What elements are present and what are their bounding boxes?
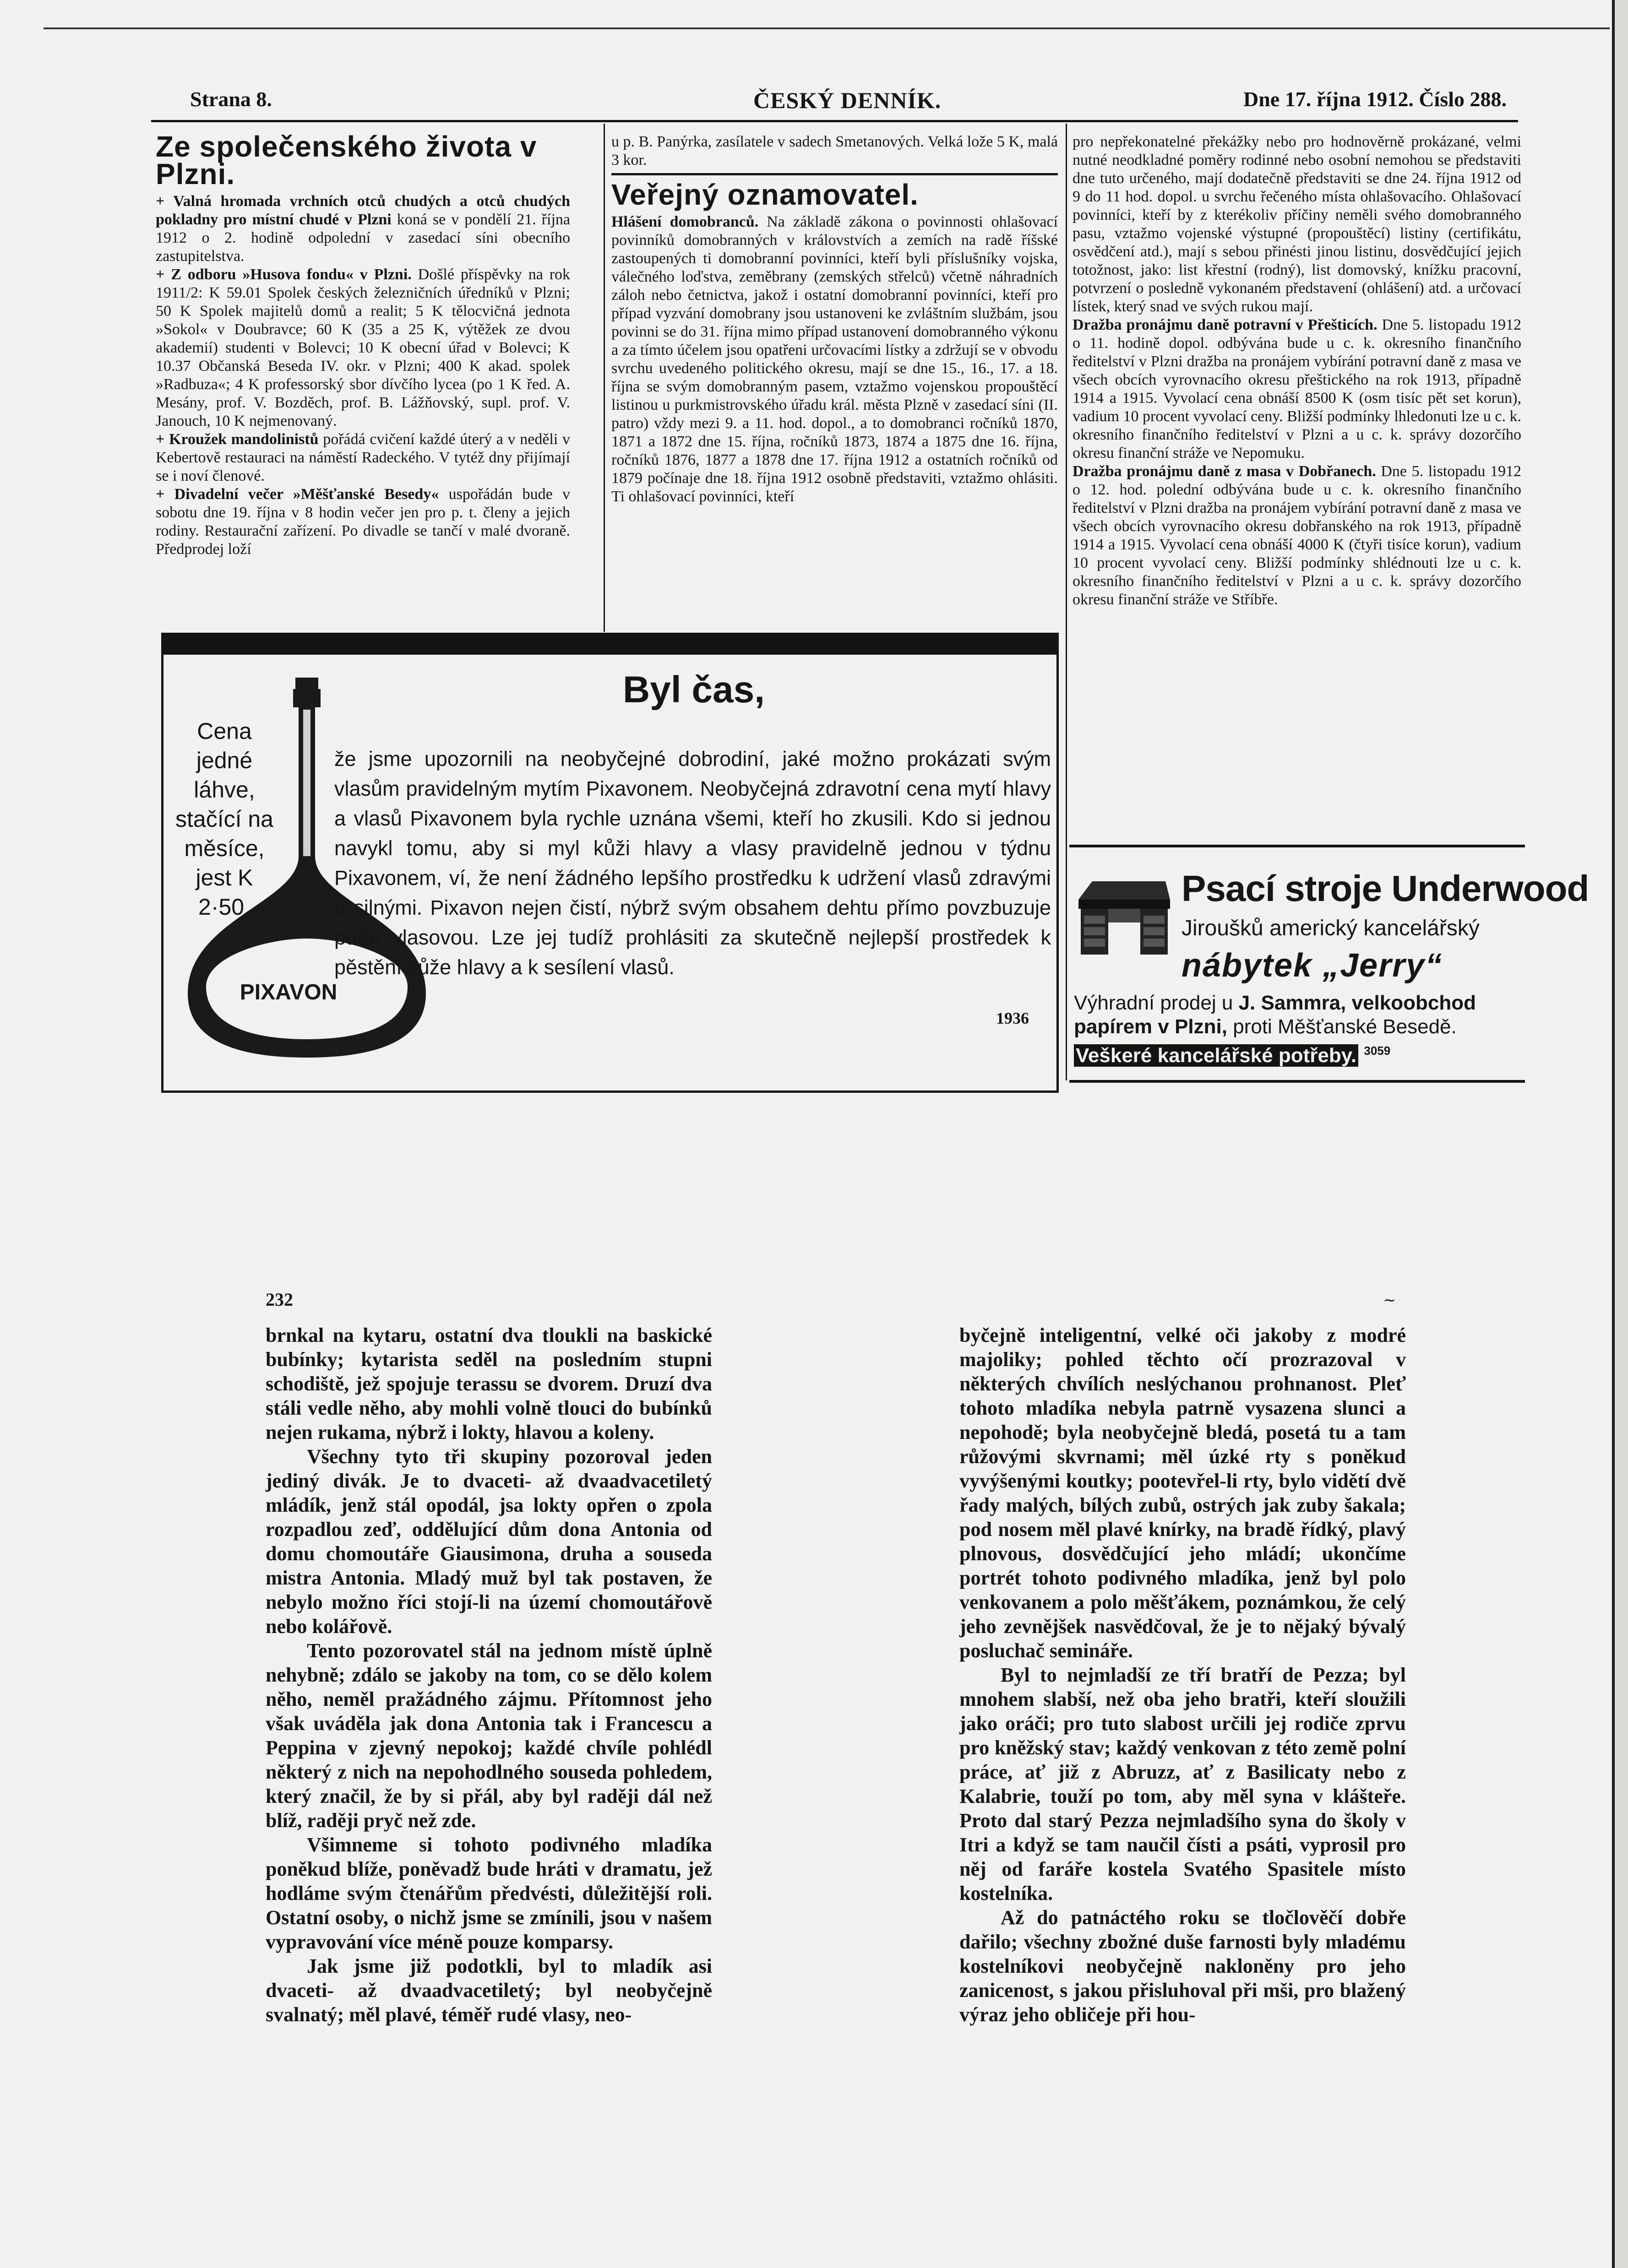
auction-item [1073,316,1521,462]
society-item-title: Z odboru »Husova fondu« v Plzni. [171,266,412,283]
column-society [156,133,570,629]
newspaper-title: ČESKÝ DENNÍK. [753,87,942,113]
auction-intro: pro nepřekonatelné překážky nebo pro hodnověrně prokázané, velmi nutné neodkladné poměry rodinné nebo osobní nemohou se představiti dne tuto určeného, mají dodatečně představiti se dne 24. října 1912 od 9 do 11 hod. dopol. u svrchu řečeného místa ohlašovacího. Ohlašovací povinníci, kteří by z kterékoliv příčiny neměli svého domobranného pasu, vztažmo vojenské výstupné (propouštěcí) listiny (certifikátu, osvědčení atd.), mají s sebou přinésti jinou listinu, dosvědčující jejich totožnost, jako: list křestní (rodný), list domovský, knížku pracovní, potvrzení o posledně vykonaném představení (ohlášení) atd. a určovací lístek, který snad ve svých rukou mají. [1073,133,1521,315]
desk-illustration [1074,872,1175,957]
underwood-ad-number: 3059 [1364,1044,1391,1058]
section-rule [611,173,1058,175]
book-paragraph: Všechny tyto tři skupiny pozoroval jeden jediný divák. Je to dvaceti- až dvaadvacetiletý mládík, jenž stál opodál, jsa lokty opřen o zpola rozpadlou zeď, oddělující dům dona Antonia od domu chomoutáře Giausimona, druha a souseda mistra Antonia. Mladý muž byl tak postaven, že nebylo možno říci stojí-li na území chomoutářově nebo kolářově. [266,1445,712,1638]
column-rule-2 [1066,124,1067,1080]
pixavon-price: Cena jedné láhve, stačící na měsíce, jest K 2·50. [175,718,273,920]
auction-item [1073,462,1521,609]
society-item-body: koná se v pondělí 21. října 1912 o 2. hodině odpolední v zasedací síni obecního zastupitelstva. [156,211,570,265]
society-item: + Z odboru »Husova fondu« v Plzni. Došlé příspěvky na rok 1911/2: K 59.01 Spolek českých železničních úředníků v Plzni; 50 K Spolek majitelů domů a realit; 5 K tělocvičná jednota »Sokol« v Doubravce; 60 K (35 a 25 K, výtěžek ze dvou akademií) studenti v Bolevci; 10 K obecní úřad v Bolevci; K 10.37 Občanská Beseda IV. okr. v Plzni; 400 K akad. spolek »Radbuza«; 4 K professorský sbor dívčího lycea (po 1 K řed. A. Mesány, prof. V. Bozděch, prof. B. Lážňovský, supl. prof. V. Janouch, 10 K nejmenovaný. [156,266,570,429]
book-column-right [959,1323,1406,2111]
society-item-body: pořádá cvičení každé úterý a v neděli v Kebertově restauraci na náměstí Radeckého. V tytéž dny přijímají se i noví členové. [156,431,570,484]
column-auctions [1073,133,1521,840]
book-paragraph: Až do patnáctého roku se tločlověčí dobře dařilo; všechny zbožné duše farnosti byly mladému kostelníkovi neobyčejně nakloněny pro jeho zanicenost, s jakou přisluhoval při mši, pro blažený výraz jeho obličeje při hou- [959,1906,1406,2026]
pixavon-ad-number: 1936 [996,1009,1029,1027]
underwood-supplies: Veškeré kancelářské potřeby. [1074,1044,1358,1067]
auction-item-body: Dne 5. listopadu 1912 o 11. hodině dopol. odbývána bude u c. k. okresního finančního ředitelství v Plzni dražba na pronájem vybírání potravní daně z masa ve všech obcích vyrovnacího okresu přeštického na rok 1913, případně 1914 a 1915. Vyvolací cena obnáší 8500 K (osm tisíc pět set korun), vadium 10 procent vyvolací ceny. Bližší podmínky lhledonuti lze u c. k. okresního finančního ředitelství v Plzni a u c. k. správy dozorčího okresu finanční stráže ve Nepomuku. [1073,316,1521,461]
announcement-headline: Veřejný oznamovatel. [611,178,919,211]
book-column-left [266,1323,712,2111]
society-item-title: Divadelní večer »Měšťanské Besedy« [174,486,439,503]
book-paragraph: Byl to nejmladší ze tří bratří de Pezza; byl mnohem slabší, než oba jeho bratři, kteří sloužili jako oráči; pro tuto slabost určili jej rodiče zprvu pro kněžský stav; každý venkovan z této země polní práce, ať již z Abruzz, ať z Basilicaty nebo z Kalabrie, touží po tom, aby měl syna v klášteře. Proto dal starý Pezza nejmladšího syna do školy v Itri a když se tam naučil čísti a psáti, vyprosil pro něj od faráře kostela Svatého Spasitele místo kostelníka. [959,1664,1406,1904]
auction-item-body: Dne 5. listopadu 1912 o 12. hod. polední odbývána bude u c. k. okresního finančního ředitelství v Plzni dražba na pronájem vybírání potravní daně z masa ve všech obcích vyrovnacího okresu dobřanského na rok 1913, případně 1914 a 1915. Vyvolací cena obnáší 4000 K (čtyři tisíce korun), vadium 10 procent vyvolací ceny. Bližší podmínky shlédnouti lze u c. k. okresního finančního ředitelství v Plzni a u c. k. správy dozorčího okresu finanční stráže ve Stříbře. [1073,463,1521,608]
society-headline: Ze společenského života v Plzni. [156,133,537,190]
book-paragraph: byčejně inteligentní, velké oči jakoby z modré majoliky; pohled těchto očí prozrazoval v některých chvílích neslýchanou prohnanost. Pleť tohoto mladíka nebyla patrně vysazena slunci a nepohodě; byla neobyčejně bledá, posetá tu a tam růžovými skvrnami; měl úzké rty s poněkud vyvýšenými koutky; pootevřel-li rty, bylo vidětí dvě řady malých, bílých zubů, ostrých jak zuby šakala; pod nosem měl plavé knírky, na bradě řídký, plavý plnovous, dosvědčující jeho mládí; ukončíme portrét tohoto podivného mladíka, jenž byl polo venkovanem a polo měšťákem, poznámkou, že celý jeho zevnějšek nasvědčoval, že je to nějaký bývalý posluchač semináře. [959,1324,1406,1662]
underwood-sale-text: Výhradní prodej u [1074,992,1233,1014]
page-mark: ~ [1383,1291,1396,1309]
underwood-furniture: nábytek „Jerry“ [1182,947,1443,984]
column-announcements [611,133,1058,629]
society-item-body: uspořádán bude v sobotu dne 19. října v 8 hodin večer jen pro p. t. členy a jejich rodiny. Restaurační zařízení. Po divadle se tančí v malé dvoraně. Předprodej loží [156,486,570,558]
pixavon-text [334,744,1051,982]
pixavon-title: Byl čas, [623,669,765,711]
advert-top-bar [161,633,1059,655]
page-header [190,87,1507,119]
underwood-location: proti Měšťanské Besedě. [1233,1015,1457,1038]
column-rule-1 [604,124,605,632]
society-item: + Divadelní večer »Měšťanské Besedy« uspořádán bude v sobotu dne 19. října v 8 hodin večer jen pro p. t. členy a jejich rodiny. Restaurační zařízení. Po divadle se tančí v malé dvoraně. Předprodej loží [156,486,570,558]
book-paragraph: Jak jsme již podotkli, byl to mladík asi dvaceti- až dvaadvacetiletý; byl neobyčejně svalnatý; měl plavé, téměř rudé vlasy, neo- [266,1955,712,2026]
scan-top-edge [44,27,1610,29]
society-item-title: Valná hromada vrchních otců chudých a otců chudých pokladny pro místní chudé v Plzni [156,193,570,228]
book-page-number: 232 [266,1289,293,1310]
announcement-item-body: Na základě zákona o povinnosti ohlašovací povinníků domobranných v královstvích a zemích na radě říšské zastoupených ti domobranní povinníci, kteří byli příslušníky vojska, válečného loďstva, zeměbrany (zemských střelců) včetně náhradních záloh nebo četnictva, jakož i ostatní domobranní povinníci, kteří pro případ vyzvání domobrany jsou ustanoveni ke zvláštním službám, jsou povinni se do 31. října mimo případ ustanovení domobranného výkonu a za tímto účelem jsou opatřeni určovacími lístky a zdržují se v obvodu svrchu uvedeného politického okresu, mají se dne 15., 16., 17. a 18. října se svým domobranným pasem, vztažmo vojenskou propouštěcí listinou u purkmistrovského úřadu král. města Plzně v zasedací síni (II. patro) vždy mezi 9. a 11. hod. dopol., a to domobranci ročníků 1870, 1871 a 1872 dne 15. října, ročníků 1873, 1874 a 1875 dne 16. října, ročníků 1876, 1877 a 1878 dne 17. října 1912 a ostatních ročníků od 1879 počínaje dne 18. října 1912 osobně představiti, vztažmo ohlásiti. Ti ohlašovací povinníci, kteří [611,213,1058,505]
society-item: + Valná hromada vrchních otců chudých a otců chudých pokladny pro místní chudé v Plzni koná se v pondělí 21. října 1912 o 2. hodině odpolední v zasedací síni obecního zastupitelstva. [156,193,570,265]
auction-item-title: Dražba pronájmu daně potravní v Přešticích. [1073,316,1378,333]
header-rule [151,120,1518,122]
book-paragraph: Všimneme si tohoto podivného mladíka poněkud blíže, poněvadž bude hráti v dramatu, jež hodláme svým čtenářům předvésti, důležitější roli. Ostatní osoby, o nichž jsme se zmínili, jsou v našem vypravování více méně pouze komparsy. [266,1834,712,1953]
scan-edge [1615,0,1628,2268]
underwood-subtitle: Jiroušků americký kancelářský [1182,916,1480,940]
book-paragraph: Tento pozorovatel stál na jednom místě úplně nehybně; zdálo se jakoby na tom, co se dělo kolem něho, neměl pražádného zájmu. Přítomnost jeho však uváděla jak dona Antonia tak i Francescu a Peppina v zjevný nepokoj; každé chvíle pohlédl některý z nich na nepohodlného souseda pohledem, který značil, že by si přál, aby byl raději dál než blíž, raději pryč než zde. [266,1639,712,1832]
page-label: Strana 8. [190,87,272,111]
auction-item-title: Dražba pronájmu daně z masa v Dobřanech. [1073,463,1376,480]
society-item-body: Došlé příspěvky na rok 1911/2: K 59.01 Spolek českých železničních úředníků v Plzni; 50 K Spolek majitelů domů a realit; 5 K tělocvičná jednota »Sokol« v Doubravce; 60 K (35 a 25 K, výtěžek ze dvou akademií) studenti v Bolevci; 10 K obecní úřad v Bolevci; K 10.37 Občanská Beseda IV. okr. v Plzni; 400 K akad. spolek »Radbuza«; 4 K professorský sbor dívčího lycea (po 1 K řed. A. Mesány, prof. V. Bozděch, prof. B. Lážňovský, supl. prof. V. Janouch, 10 K nejmenovaný. [156,266,570,429]
underwood-shop-name: J. Sammra, velkoobchod papírem v Plzni, [1074,992,1476,1038]
issue-date: Dne 17. října 1912. Číslo 288. [1243,87,1507,111]
society-item: + Kroužek mandolinistů pořádá cvičení každé úterý a v neděli v Kebertově restauraci na náměstí Radeckého. V tytéž dny přijímají se i noví členové. [156,431,570,484]
announcement-item [611,213,1058,506]
bottle-label: PIXAVON [240,980,338,1004]
underwood-details [1074,991,1520,1068]
pixavon-body: že jsme upozornili na neobyčejné dobrodiní, jaké možno prokázati svým vlasům pravidelným mytím Pixavonem. Neobyčejná zdravotní cena mytí hlavy a vlasů Pixavonem byla rychle uznána všemi, kteří ho zkusili. Kdo si jednou navykl tomu, aby si myl kůži hlavy a vlasy pravidelně jednou v týdnu Pixavonem, ví, že není žádného lepšího prostředku k udržení vlasů zdravými a silnými. Pixavon nejen čistí, nýbrž svým obsahem dehtu přímo povzbuzuje půdu vlasovou. Lze jej tudíž prohlásiti za skutečně nejlepší prostředek k pěstění kůže hlavy a k sesílení vlasů. [334,747,1051,979]
underwood-title: Psací stroje Underwood [1182,868,1589,909]
announcement-intro: u p. B. Panýrka, zasílatele v sadech Smetanových. Velká lože 5 K, malá 3 kor. [611,133,1058,168]
book-paragraph: brnkal na kytaru, ostatní dva tloukli na baskické bubínky; kytarista seděl na posledním stupni schodiště, jež spojuje terassu se dvorem. Druzí dva stáli vedle něho, aby mohli volně tlouci do bubínků nejen rukama, nýbrž i lokty, hlavou a koleny. [266,1324,712,1443]
society-item-title: Kroužek mandolinistů [169,431,319,448]
announcement-item-title: Hlášení domobranců. [611,213,759,230]
